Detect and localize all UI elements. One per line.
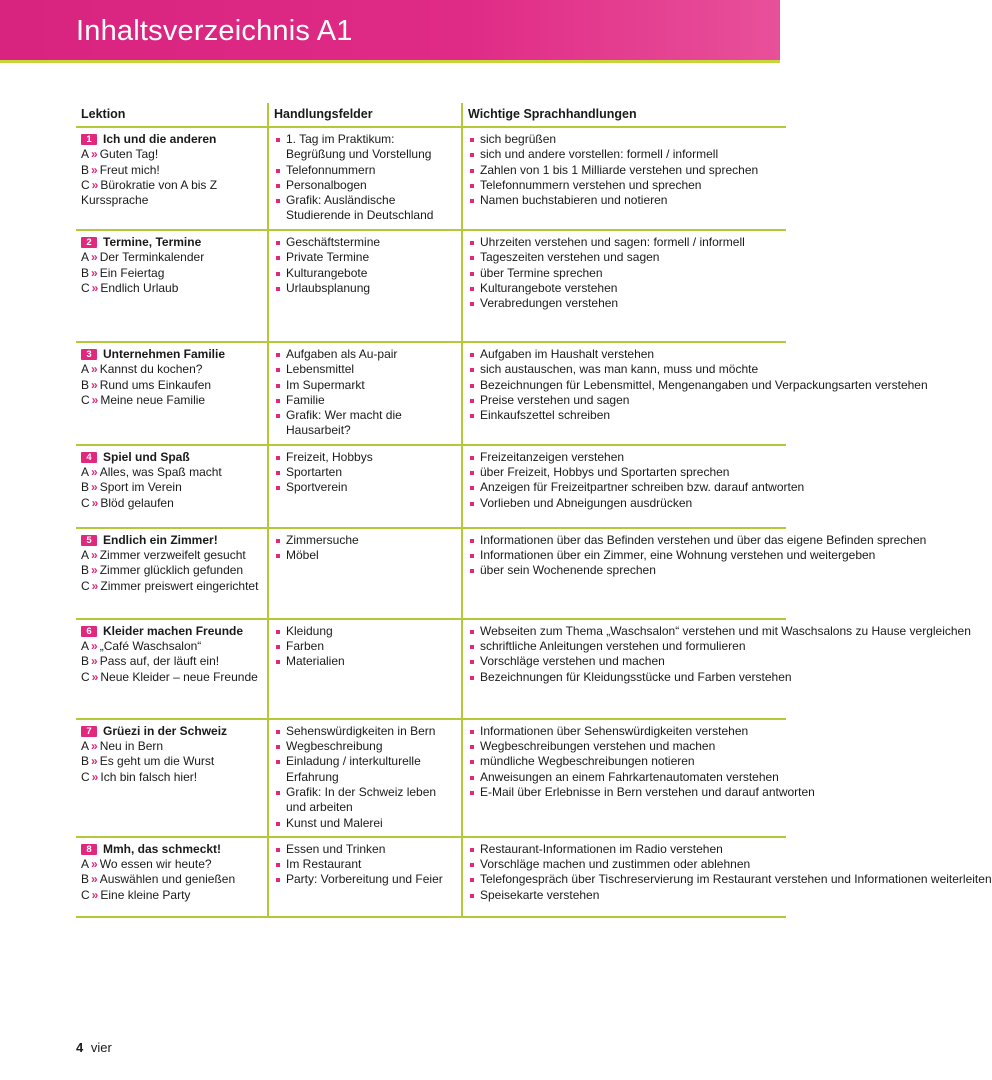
subunit-letter: A <box>81 147 90 162</box>
lesson-cell <box>76 837 268 917</box>
lesson-title <box>81 842 261 857</box>
lesson-row <box>76 528 786 619</box>
field-item: Freizeit, Hobbys <box>274 450 455 465</box>
action-item: Informationen über Sehenswürdigkeiten verstehen <box>468 724 780 739</box>
chevron-right-icon: » <box>91 872 97 887</box>
field-item: Sportverein <box>274 480 455 495</box>
subunit-title: Neue Kleider – neue Freunde <box>100 669 258 684</box>
lesson-row <box>76 127 786 230</box>
action-item: Telefonnummern verstehen und sprechen <box>468 178 780 193</box>
lesson-title <box>81 235 261 250</box>
action-item: Bezeichnungen für Kleidungsstücke und Farben verstehen <box>468 670 780 685</box>
actions-cell <box>462 619 971 719</box>
chevron-right-icon: » <box>91 147 97 162</box>
lesson-number-badge: 2 <box>81 237 97 248</box>
actions-cell <box>462 719 815 837</box>
actions-list <box>468 841 992 903</box>
lesson-subunit <box>81 670 261 685</box>
lesson-title <box>81 533 261 548</box>
lesson-number-badge: 5 <box>81 535 97 546</box>
actions-list <box>468 723 815 800</box>
field-item: 1. Tag im Praktikum: Begrüßung und Vorstellung <box>274 132 455 163</box>
lesson-subunit <box>81 563 261 578</box>
chevron-right-icon: » <box>91 563 97 578</box>
field-item: Grafik: Wer macht die Hausarbeit? <box>274 408 455 439</box>
chevron-right-icon: » <box>91 362 97 377</box>
field-item: Im Restaurant <box>274 857 455 872</box>
lesson-title-text: Ich und die anderen <box>103 132 217 146</box>
lesson-subunit <box>81 378 261 393</box>
chevron-right-icon: » <box>91 887 98 902</box>
lesson-subunit <box>81 548 261 563</box>
action-item: Restaurant-Informationen im Radio verstehen <box>468 842 780 857</box>
subunit-letter: C <box>81 177 90 192</box>
lesson-cell <box>76 528 268 619</box>
field-item: Im Supermarkt <box>274 378 455 393</box>
lesson-title <box>81 450 261 465</box>
actions-cell <box>462 230 786 342</box>
lesson-subunit <box>81 579 261 594</box>
fields-list <box>274 235 455 296</box>
action-item: Einkaufszettel schreiben <box>468 408 780 423</box>
subunit-title: Der Terminkalender <box>99 250 205 265</box>
toc-header-row <box>76 103 786 127</box>
subunit-letter: B <box>81 265 90 280</box>
field-item: Kunst und Malerei <box>274 816 455 831</box>
subunit-letter: C <box>81 669 90 684</box>
lesson-row <box>76 445 786 528</box>
action-item: Preise verstehen und sagen <box>468 393 780 408</box>
subunit-letter: A <box>81 739 90 754</box>
lesson-cell <box>76 342 268 445</box>
subunit-letter: A <box>81 639 90 654</box>
lesson-subunit <box>81 465 261 480</box>
actions-cell <box>462 342 928 445</box>
action-item: Namen buchstabieren und notieren <box>468 193 780 208</box>
chevron-right-icon: » <box>91 857 97 872</box>
fields-list <box>274 533 455 564</box>
subunit-title: Ein Feiertag <box>99 265 165 280</box>
lesson-subunit <box>81 770 261 785</box>
actions-cell <box>462 528 927 619</box>
subunit-letter: B <box>81 654 90 669</box>
chevron-right-icon: » <box>91 548 97 563</box>
subunit-letter: B <box>81 754 90 769</box>
lesson-subunit <box>81 178 261 193</box>
header-divider <box>0 60 780 63</box>
toc-table <box>76 103 992 918</box>
actions-list <box>468 532 927 579</box>
chevron-right-icon: » <box>91 769 98 784</box>
field-item: Einladung / interkulturelle Erfahrung <box>274 754 455 785</box>
column-header-lektion: Lektion <box>76 103 268 127</box>
action-item: Kulturangebote verstehen <box>468 281 780 296</box>
lesson-number-badge: 4 <box>81 452 97 463</box>
action-item: sich austauschen, was man kann, muss und möchte <box>468 362 780 377</box>
lesson-number-badge: 3 <box>81 349 97 360</box>
lesson-subunit <box>81 888 261 903</box>
chevron-right-icon: » <box>91 280 98 295</box>
action-item: Anweisungen an einem Fahrkartenautomaten verstehen <box>468 770 780 785</box>
field-item: Möbel <box>274 548 455 563</box>
action-item: über Termine sprechen <box>468 266 780 281</box>
action-item: Bezeichnungen für Lebensmittel, Mengenangaben und Verpackungsarten verstehen <box>468 378 780 393</box>
subunit-title: Meine neue Familie <box>100 392 206 407</box>
action-item: Telefongespräch über Tischreservierung im Restaurant verstehen und Informationen weiterleiten <box>468 872 780 887</box>
subunit-letter: B <box>81 162 90 177</box>
action-item: sich und andere vorstellen: formell / informell <box>468 147 780 162</box>
action-item: Vorschläge verstehen und machen <box>468 654 780 669</box>
lesson-title <box>81 347 261 362</box>
subunit-title: Eine kleine Party <box>100 887 191 902</box>
lesson-title-text: Termine, Termine <box>103 235 202 249</box>
lesson-row <box>76 230 786 342</box>
field-item: Materialien <box>274 654 455 669</box>
subunit-letter: C <box>81 495 90 510</box>
lesson-cell <box>76 230 268 342</box>
field-item: Familie <box>274 393 455 408</box>
chevron-right-icon: » <box>91 465 97 480</box>
action-item: sich begrüßen <box>468 132 780 147</box>
lesson-row <box>76 837 786 917</box>
subunit-letter: C <box>81 392 90 407</box>
fields-list <box>274 724 455 831</box>
subunit-title: Guten Tag! <box>99 147 159 162</box>
subunit-letter: C <box>81 769 90 784</box>
subunit-title: Auswählen und genießen <box>99 872 236 887</box>
chevron-right-icon: » <box>91 162 97 177</box>
action-item: Vorlieben und Abneigungen ausdrücken <box>468 496 780 511</box>
action-item: Verabredungen verstehen <box>468 296 780 311</box>
lesson-subunit <box>81 147 261 162</box>
subunit-letter: A <box>81 250 90 265</box>
fields-list <box>274 132 455 224</box>
fields-cell <box>268 127 462 230</box>
actions-list <box>468 623 971 685</box>
lesson-extra: Kurssprache <box>81 193 149 208</box>
subunit-title: Freut mich! <box>99 162 160 177</box>
actions-cell <box>462 837 992 917</box>
field-item: Personalbogen <box>274 178 455 193</box>
field-item: Sportarten <box>274 465 455 480</box>
fields-cell <box>268 445 462 528</box>
field-item: Grafik: In der Schweiz leben und arbeiten <box>274 785 455 816</box>
fields-cell <box>268 528 462 619</box>
chevron-right-icon: » <box>91 177 98 192</box>
field-item: Lebensmittel <box>274 362 455 377</box>
page-footer <box>76 1040 112 1055</box>
page-number-word: vier <box>90 1040 112 1055</box>
subunit-title: Zimmer glücklich gefunden <box>99 563 244 578</box>
action-item: Informationen über das Befinden verstehen und über das eigene Befinden sprechen <box>468 533 780 548</box>
actions-cell <box>462 445 805 528</box>
chevron-right-icon: » <box>91 392 98 407</box>
field-item: Grafik: Ausländische Studierende in Deutschland <box>274 193 455 224</box>
lesson-number-badge: 1 <box>81 134 97 145</box>
action-item: Zahlen von 1 bis 1 Milliarde verstehen und sprechen <box>468 163 780 178</box>
subunit-letter: A <box>81 362 90 377</box>
chevron-right-icon: » <box>91 578 98 593</box>
subunit-title: Sport im Verein <box>99 480 182 495</box>
lesson-title-text: Spiel und Spaß <box>103 449 190 464</box>
lesson-number-badge: 6 <box>81 626 97 637</box>
chevron-right-icon: » <box>91 250 97 265</box>
action-item: Speisekarte verstehen <box>468 888 780 903</box>
action-item: Wegbeschreibungen verstehen und machen <box>468 739 780 754</box>
subunit-letter: A <box>81 857 90 872</box>
chevron-right-icon: » <box>91 754 97 769</box>
page-title: Inhaltsverzeichnis A1 <box>76 15 353 47</box>
fields-cell <box>268 837 462 917</box>
lesson-subunit <box>81 480 261 495</box>
action-item: Webseiten zum Thema „Waschsalon“ verstehen und mit Waschsalons zu Hause vergleichen <box>468 624 780 639</box>
action-item: schriftliche Anleitungen verstehen und formulieren <box>468 639 780 654</box>
action-item: Tageszeiten verstehen und sagen <box>468 250 780 265</box>
lesson-cell <box>76 445 268 528</box>
chevron-right-icon: » <box>91 739 97 754</box>
lesson-subunit <box>81 393 261 408</box>
field-item: Kulturangebote <box>274 266 455 281</box>
subunit-title: Ich bin falsch hier! <box>100 769 198 784</box>
action-item: Uhrzeiten verstehen und sagen: formell / informell <box>468 235 780 250</box>
actions-cell <box>462 127 786 230</box>
subunit-letter: C <box>81 280 90 295</box>
subunit-title: Wo essen wir heute? <box>99 857 212 872</box>
lesson-subunit <box>81 163 261 178</box>
subunit-letter: B <box>81 377 90 392</box>
field-item: Urlaubsplanung <box>274 281 455 296</box>
lesson-subunit <box>81 654 261 669</box>
subunit-letter: B <box>81 480 90 495</box>
subunit-letter: C <box>81 887 90 902</box>
field-item: Kleidung <box>274 624 455 639</box>
lesson-subunit <box>81 250 261 265</box>
lesson-title-text: Grüezi in der Schweiz <box>103 723 228 738</box>
lesson-title-text: Endlich ein Zimmer! <box>103 532 218 547</box>
lesson-cell <box>76 719 268 837</box>
lesson-cell <box>76 127 268 230</box>
field-item: Private Termine <box>274 250 455 265</box>
action-item: über Freizeit, Hobbys und Sportarten sprechen <box>468 465 780 480</box>
chevron-right-icon: » <box>91 639 97 654</box>
lesson-subunit <box>81 754 261 769</box>
subunit-title: Zimmer preiswert eingerichtet <box>100 578 259 593</box>
subunit-title: Alles, was Spaß macht <box>99 465 222 480</box>
fields-cell <box>268 230 462 342</box>
field-item: Wegbeschreibung <box>274 739 455 754</box>
field-item: Party: Vorbereitung und Feier <box>274 872 455 887</box>
subunit-letter: B <box>81 563 90 578</box>
lesson-number-badge: 8 <box>81 844 97 855</box>
subunit-title: Es geht um die Wurst <box>99 754 215 769</box>
lesson-title <box>81 724 261 739</box>
lesson-row <box>76 619 786 719</box>
lesson-title-text: Mmh, das schmeckt! <box>103 841 222 856</box>
fields-list <box>274 347 455 439</box>
lesson-subunit <box>81 266 261 281</box>
field-item: Farben <box>274 639 455 654</box>
subunit-title: Neu in Bern <box>99 739 164 754</box>
fields-cell <box>268 619 462 719</box>
lesson-row <box>76 342 786 445</box>
subunit-title: Bürokratie von A bis Z <box>100 177 218 192</box>
subunit-title: „Café Waschsalon“ <box>99 639 202 654</box>
action-item: Freizeitanzeigen verstehen <box>468 450 780 465</box>
chevron-right-icon: » <box>91 480 97 495</box>
field-item: Sehenswürdigkeiten in Bern <box>274 724 455 739</box>
subunit-letter: A <box>81 548 90 563</box>
fields-cell <box>268 719 462 837</box>
lesson-subunit <box>81 857 261 872</box>
page-number: 4 <box>76 1040 84 1055</box>
action-item: über sein Wochenende sprechen <box>468 563 780 578</box>
lesson-subunit <box>81 739 261 754</box>
field-item: Zimmersuche <box>274 533 455 548</box>
subunit-letter: C <box>81 578 90 593</box>
subunit-title: Rund ums Einkaufen <box>99 377 212 392</box>
lesson-subunit <box>81 281 261 296</box>
lesson-title-text: Unternehmen Familie <box>103 347 226 361</box>
lesson-title <box>81 132 261 147</box>
lesson-cell <box>76 619 268 719</box>
chevron-right-icon: » <box>91 377 97 392</box>
chevron-right-icon: » <box>91 265 97 280</box>
field-item: Telefonnummern <box>274 163 455 178</box>
actions-list <box>468 347 928 423</box>
actions-list <box>468 449 805 511</box>
lesson-subunit <box>81 362 261 377</box>
subunit-title: Blöd gelaufen <box>100 495 174 510</box>
chevron-right-icon: » <box>91 669 98 684</box>
chevron-right-icon: » <box>91 654 97 669</box>
lesson-title <box>81 624 261 639</box>
actions-list <box>468 235 780 311</box>
action-item: E-Mail über Erlebnisse in Bern verstehen und darauf antworten <box>468 785 780 800</box>
action-item: mündliche Wegbeschreibungen notieren <box>468 754 780 769</box>
lesson-title-text: Kleider machen Freunde <box>103 623 244 638</box>
field-item: Geschäftstermine <box>274 235 455 250</box>
action-item: Anzeigen für Freizeitpartner schreiben bzw. darauf antworten <box>468 480 780 495</box>
action-item: Vorschläge machen und zustimmen oder ablehnen <box>468 857 780 872</box>
column-header-sprachhandlungen: Wichtige Sprachhandlungen <box>462 103 786 127</box>
field-item: Aufgaben als Au-pair <box>274 347 455 362</box>
subunit-title: Zimmer verzweifelt gesucht <box>99 548 246 563</box>
chevron-right-icon: » <box>91 495 98 510</box>
actions-list <box>468 132 780 208</box>
fields-cell <box>268 342 462 445</box>
action-item: Aufgaben im Haushalt verstehen <box>468 347 780 362</box>
subunit-letter: A <box>81 465 90 480</box>
column-header-handlungsfelder: Handlungsfelder <box>268 103 462 127</box>
fields-list <box>274 624 455 670</box>
subunit-title: Kannst du kochen? <box>99 362 203 377</box>
lesson-row <box>76 719 786 837</box>
lesson-subunit <box>81 496 261 511</box>
subunit-title: Pass auf, der läuft ein! <box>99 654 220 669</box>
field-item: Essen und Trinken <box>274 842 455 857</box>
lesson-subunit <box>81 639 261 654</box>
fields-list <box>274 842 455 888</box>
lesson-number-badge: 7 <box>81 726 97 737</box>
action-item: Informationen über ein Zimmer, eine Wohnung verstehen und weitergeben <box>468 548 780 563</box>
lesson-subunit <box>81 872 261 887</box>
subunit-title: Endlich Urlaub <box>100 280 179 295</box>
subunit-letter: B <box>81 872 90 887</box>
fields-list <box>274 450 455 496</box>
